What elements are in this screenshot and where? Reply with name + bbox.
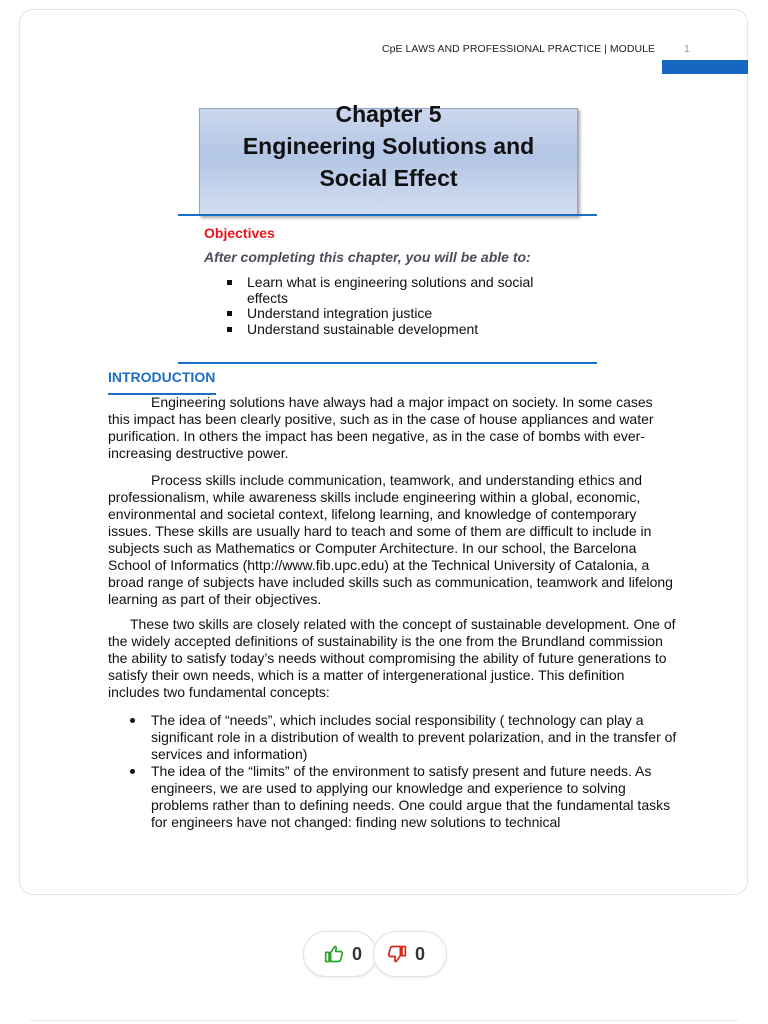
running-header: CpE LAWS AND PROFESSIONAL PRACTICE | MODULE xyxy=(382,43,656,55)
thumbs-down-icon xyxy=(387,944,407,964)
concept-item: The idea of “needs”, which includes social responsibility ( technology can play a significant role in a distribution of wealth to prevent polarization, and in the transfer of services and information) xyxy=(130,712,678,763)
concepts-list xyxy=(130,712,678,831)
thumbs-up-icon xyxy=(324,944,344,964)
bullet-dot-icon xyxy=(130,769,135,774)
objective-item: Understand integration justice xyxy=(227,306,567,322)
chapter-title-box xyxy=(199,101,578,216)
chapter-number: Chapter 5 xyxy=(335,101,442,127)
objectives-heading: Objectives xyxy=(204,225,275,241)
square-bullet-icon xyxy=(227,311,232,316)
square-bullet-icon xyxy=(227,280,232,285)
objective-item: Learn what is engineering solutions and social effects xyxy=(227,275,567,306)
upvote-count: 0 xyxy=(352,943,363,964)
upvote-button[interactable] xyxy=(303,931,377,977)
title-underline-rule xyxy=(178,214,597,216)
square-bullet-icon xyxy=(227,327,232,332)
objective-item: Understand sustainable development xyxy=(227,322,567,338)
concept-item: The idea of the “limits” of the environment to satisfy present and future needs. As engineers, we are used to applying our knowledge and experience to solving problems rather than to defining needs. One could argue that the fundamental tasks for engineers have not changed: finding new solutions to technical xyxy=(130,763,678,831)
downvote-count: 0 xyxy=(415,943,426,964)
downvote-button[interactable] xyxy=(373,931,447,977)
bullet-dot-icon xyxy=(130,718,135,723)
footer-divider xyxy=(30,1020,738,1021)
objectives-bottom-rule xyxy=(178,362,597,364)
objectives-list xyxy=(227,275,567,337)
header-accent-bar xyxy=(662,60,748,74)
intro-paragraph-2: Process skills include communication, teamwork, and understanding ethics and professionalism, while awareness skills include engineering within a global, economic, environmental and societal context, lifelong learning, and knowledge of contemporary issues. These skills are usually hard to teach and some of them are difficult to include in subjects such as Mathematics or Computer Architecture. In our school, the Barcelona School of Informatics (http://www.fib.upc.edu) at the Technical University of Catalonia, a broad range of subjects have included skills such as communication, teamwork and lifelong learning as part of their objectives. xyxy=(108,472,673,607)
introduction-heading: INTRODUCTION xyxy=(108,369,216,385)
objectives-intro: After completing this chapter, you will be able to: xyxy=(204,249,531,265)
chapter-title-line-1: Engineering Solutions and xyxy=(242,133,535,159)
page-number: 1 xyxy=(684,43,690,55)
intro-paragraph-1: Engineering solutions have always had a major impact on society. In some cases this impact has been clearly positive, such as in the case of house appliances and water purification. In others the impact has been negative, as in the case of bombs with ever-increasing destructive power. xyxy=(108,394,654,461)
chapter-title-line-2: Social Effect xyxy=(319,165,458,191)
intro-paragraph-3: These two skills are closely related with the concept of sustainable development. One of the widely accepted definitions of sustainability is the one from the Brundland commission the ability to satisfy today’s needs without compromising the ability of future generations to satisfy their own needs, which is a matter of intergenerational justice. This definition includes two fundamental concepts: xyxy=(108,616,676,700)
